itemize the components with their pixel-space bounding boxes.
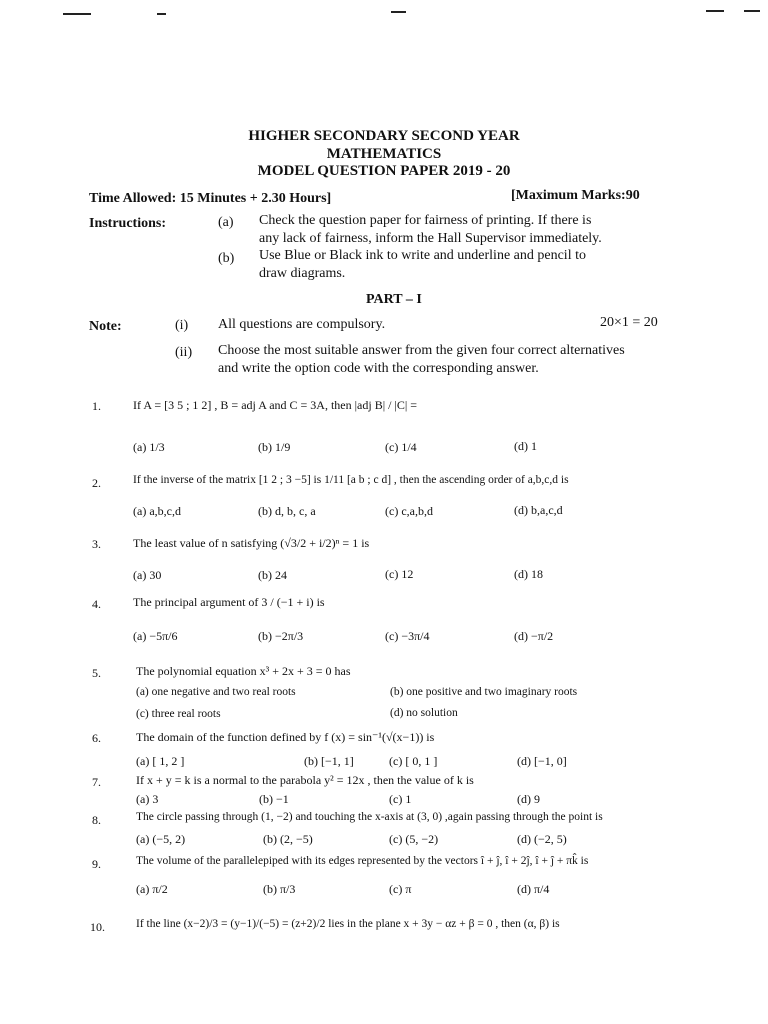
question-option: (a) −5π/6	[133, 629, 178, 643]
question-number: 10.	[90, 920, 105, 934]
question-option: (d) 9	[517, 792, 540, 806]
question-number: 1.	[92, 399, 101, 413]
question-option: (a) (−5, 2)	[136, 832, 186, 846]
paper-title: MODEL QUESTION PAPER 2019 - 20	[257, 163, 511, 179]
note-i-text: All questions are compulsory.	[218, 317, 386, 332]
note-score: 20×1 = 20	[600, 315, 658, 330]
scan-dash	[744, 10, 760, 12]
question-option: (c) −3π/4	[385, 629, 430, 643]
question-option: (d) [−1, 0]	[517, 754, 567, 768]
question-option: (c) 12	[385, 567, 414, 581]
question-text: If A = [3 5 ; 1 2] , B = adj A and C = 3A, then |adj B| / |C| =	[133, 398, 418, 412]
question-option: (d) 18	[514, 567, 543, 581]
question-option: (d) −π/2	[514, 629, 554, 643]
question-text: The polynomial equation x³ + 2x + 3 = 0 has	[136, 664, 351, 678]
instruction-b-line1: Use Blue or Black ink to write and underline and pencil to	[259, 248, 586, 263]
time-allowed: Time Allowed: 15 Minutes + 2.30 Hours]	[89, 191, 332, 206]
instructions-label: Instructions:	[89, 216, 167, 231]
instruction-b-line2: draw diagrams.	[259, 266, 346, 281]
question-option: (a) [ 1, 2 ]	[136, 754, 185, 768]
question-option: (b) 24	[258, 568, 287, 582]
question-option: (d) b,a,c,d	[514, 503, 563, 517]
question-number: 7.	[92, 775, 101, 789]
question-number: 3.	[92, 537, 101, 551]
question-option: (b) [−1, 1]	[304, 754, 354, 768]
note-ii-line2: and write the option code with the corresponding answer.	[218, 361, 539, 376]
question-option: (a) 1/3	[133, 440, 165, 454]
question-text: If the inverse of the matrix [1 2 ; 3 −5] is 1/11 [a b ; c d] , then the ascending order of a,b,c,d is	[133, 474, 569, 486]
question-option: (c) π	[389, 882, 412, 896]
question-option: (b) 1/9	[258, 440, 291, 454]
question-option: (d) 1	[514, 439, 537, 453]
note-ii-tag: (ii)	[175, 345, 193, 360]
question-text: The principal argument of 3 / (−1 + i) is	[133, 595, 325, 609]
question-number: 9.	[92, 857, 101, 871]
scan-dash	[706, 10, 724, 12]
maximum-marks: [Maximum Marks:90	[511, 188, 640, 203]
question-option: (d) no solution	[390, 707, 458, 719]
scan-dash	[391, 11, 406, 13]
question-option: (c) 1	[389, 792, 412, 806]
question-number: 4.	[92, 597, 101, 611]
question-option: (c) 1/4	[385, 440, 417, 454]
instruction-a-tag: (a)	[218, 215, 234, 230]
instruction-a-line2: any lack of fairness, inform the Hall Supervisor immediately.	[259, 231, 602, 246]
question-text: The volume of the parallelepiped with its edges represented by the vectors î + ĵ, î + 2ĵ, î + ĵ + πk̂ is	[136, 855, 589, 867]
question-option: (a) π/2	[136, 882, 168, 896]
question-text: The least value of n satisfying (√3/2 + i/2)ⁿ = 1 is	[133, 536, 370, 550]
question-option: (c) [ 0, 1 ]	[389, 754, 438, 768]
question-option: (c) three real roots	[136, 708, 221, 720]
instruction-b-tag: (b)	[218, 251, 235, 266]
question-text: The circle passing through (1, −2) and touching the x-axis at (3, 0) ,again passing through the point is	[136, 811, 603, 823]
scan-dash	[63, 13, 91, 15]
question-option: (d) (−2, 5)	[517, 832, 567, 846]
note-i-tag: (i)	[175, 318, 189, 333]
question-option: (b) (2, −5)	[263, 832, 313, 846]
question-option: (b) −2π/3	[258, 629, 304, 643]
question-number: 5.	[92, 666, 101, 680]
question-option: (c) (5, −2)	[389, 832, 439, 846]
question-number: 6.	[92, 731, 101, 745]
question-option: (a) one negative and two real roots	[136, 686, 296, 698]
question-text: The domain of the function defined by f (x) = sin⁻¹(√(x−1)) is	[136, 730, 435, 744]
question-text: If x + y = k is a normal to the parabola y² = 12x , then the value of k is	[136, 773, 474, 787]
part-heading: PART – I	[366, 292, 422, 307]
subject-title: MATHEMATICS	[326, 146, 442, 162]
question-option: (b) −1	[259, 792, 289, 806]
question-text: If the line (x−2)/3 = (y−1)/(−5) = (z+2)/2 lies in the plane x + 3y − αz + β = 0 , then (α, β) is	[136, 918, 560, 930]
question-option: (b) d, b, c, a	[258, 504, 316, 518]
question-number: 2.	[92, 476, 101, 490]
instruction-a-line1: Check the question paper for fairness of printing. If there is	[259, 213, 592, 228]
question-number: 8.	[92, 813, 101, 827]
question-option: (a) a,b,c,d	[133, 504, 181, 518]
question-option: (d) π/4	[517, 882, 550, 896]
exam-level-title: HIGHER SECONDARY SECOND YEAR	[248, 128, 520, 144]
question-option: (a) 30	[133, 568, 162, 582]
note-label: Note:	[89, 319, 122, 334]
question-option: (b) π/3	[263, 882, 296, 896]
question-option: (c) c,a,b,d	[385, 504, 433, 518]
scan-dash	[157, 13, 166, 15]
note-ii-line1: Choose the most suitable answer from the given four correct alternatives	[218, 343, 625, 358]
question-option: (b) one positive and two imaginary roots	[390, 686, 578, 698]
question-option: (a) 3	[136, 792, 159, 806]
